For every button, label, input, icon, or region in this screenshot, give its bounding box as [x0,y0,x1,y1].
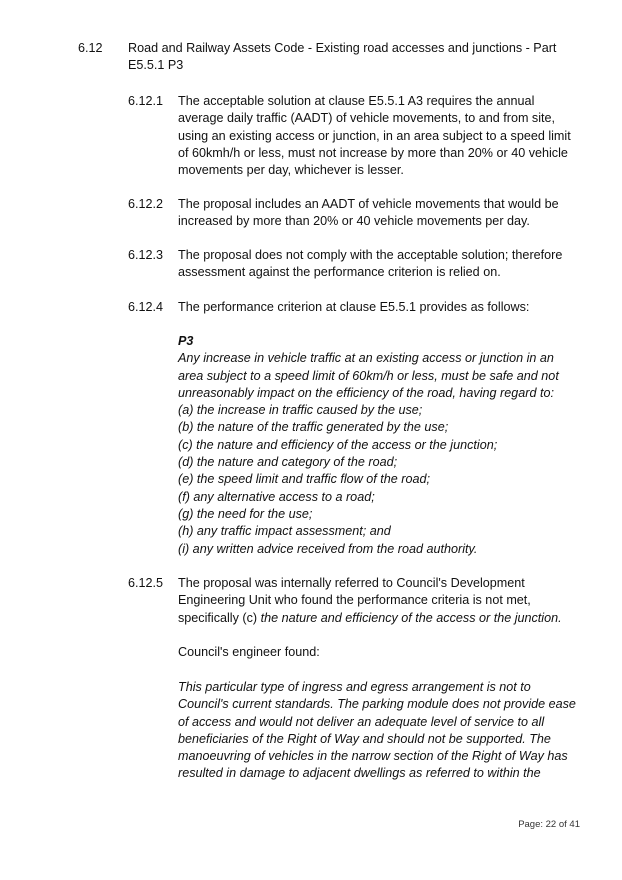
list-item: (g) the need for the use; [178,506,313,521]
list-item: (f) any alternative access to a road; [178,489,375,504]
paragraph-number: 6.12.4 [128,300,164,314]
section-title: Road and Railway Assets Code - Existing road accesses and junctions - Part E5.5.1 P3 [128,41,557,73]
section-number: 6.12 [78,41,103,55]
list-item: (e) the speed limit and traffic flow of the road; [178,472,430,487]
paragraph-text-italic: the nature and efficiency of the access or the junction. [260,610,562,625]
paragraph-text: The proposal includes an AADT of vehicle movements that would be increased by more than 20% or 40 vehicle movements per day. [178,197,559,229]
paragraph-text [178,575,583,627]
criterion-list [178,402,578,558]
paragraph-number: 6.12.2 [128,197,164,211]
list-item: (d) the nature and category of the road; [178,455,398,470]
paragraph-number: 6.12.3 [128,248,164,262]
criterion-heading: P3 [178,334,194,348]
list-item: (b) the nature of the traffic generated by the use; [178,420,449,435]
paragraph-text: The acceptable solution at clause E5.5.1 A3 requires the annual average daily traffic (AADT) of vehicle movements, to and from site, using an existing access or junction, in an area subject to a speed limit of 60kmh/h or less, must not increase by more than 20% or 40 vehicle movements per day, whichever is lesser. [178,94,571,178]
paragraph-text-plain: The proposal was internally referred to Council's Development Engineering Unit who found the performance criteria is not met, specifically (c) [178,576,531,625]
list-item: (c) the nature and efficiency of the access or the junction; [178,437,498,452]
page-number: Page: 22 of 41 [518,819,580,830]
paragraph-number: 6.12.5 [128,576,164,590]
engineer-intro: Council's engineer found: [178,645,320,659]
list-item: (h) any traffic impact assessment; and [178,524,391,539]
list-item: (i) any written advice received from the road authority. [178,541,478,556]
performance-criterion-quote [178,333,578,558]
engineer-quote: This particular type of ingress and egress arrangement is not to Council's current standards. The parking module does not provide ease of access and would not deliver an adequate level of service to all beneficiaries of the Right of Way and should not be supported. The manoeuvring of vehicles in the narrow section of the Right of Way has resulted in damage to adjacent dwellings as referred to within the [178,680,576,781]
list-item: (a) the increase in traffic caused by the use; [178,403,423,418]
paragraph-text: The performance criterion at clause E5.5.1 provides as follows: [178,300,530,314]
paragraph-number: 6.12.1 [128,94,164,108]
criterion-intro: Any increase in vehicle traffic at an existing access or junction in an area subject to a speed limit of 60km/h or less, must be safe and not unreasonably impact on the efficiency of the road, having regard to: [178,351,559,400]
paragraph-text: The proposal does not comply with the acceptable solution; therefore assessment against the performance criterion is relied on. [178,248,563,280]
